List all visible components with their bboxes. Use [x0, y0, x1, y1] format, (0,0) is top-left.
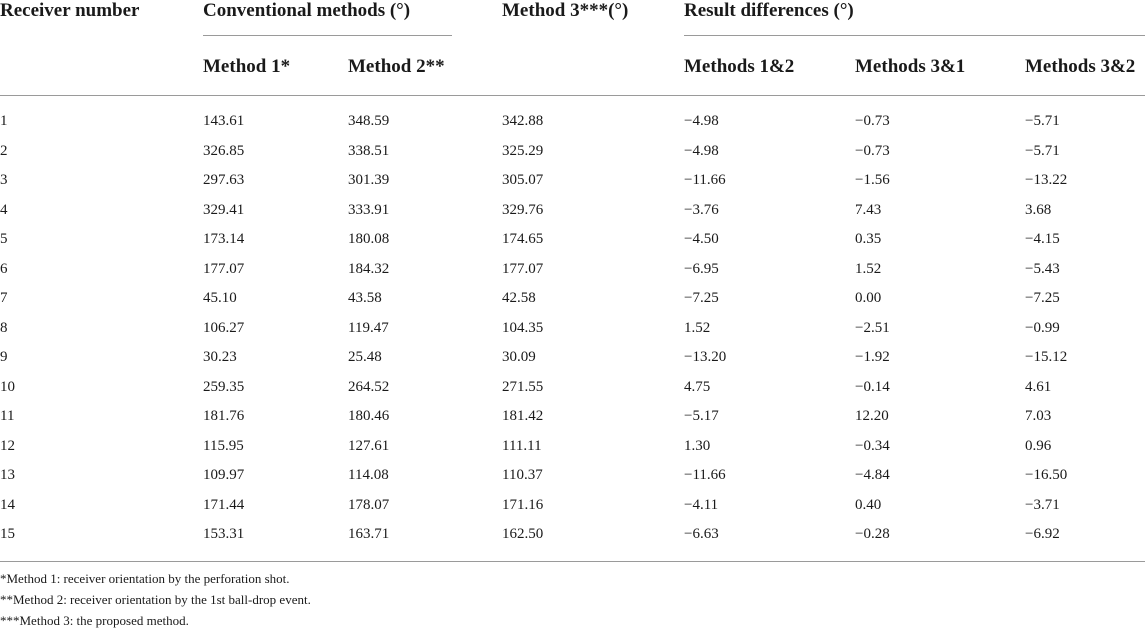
cell-method-3: 329.76 [502, 201, 544, 218]
cell-methods-1-2: −4.50 [684, 231, 719, 248]
cell-methods-1-2: −4.98 [684, 113, 719, 130]
table-row [0, 196, 1145, 226]
cell-method-1: 143.61 [203, 113, 245, 130]
cell-method-3: 177.07 [502, 260, 544, 277]
cell-method-2: 163.71 [348, 526, 390, 543]
table-bottom-rule [0, 561, 1145, 562]
cell-method-2: 301.39 [348, 172, 390, 189]
cell-method-1: 329.41 [203, 201, 245, 218]
cell-method-1: 177.07 [203, 260, 245, 277]
cell-methods-3-1: −0.73 [855, 113, 890, 130]
cell-method-2: 178.07 [348, 496, 390, 513]
cell-method-3: 30.09 [502, 349, 536, 366]
cell-method-1: 297.63 [203, 172, 245, 189]
cell-method-2: 348.59 [348, 113, 390, 130]
cell-methods-3-2: 0.96 [1025, 437, 1052, 454]
cell-method-3: 325.29 [502, 142, 544, 159]
table-row [0, 137, 1145, 167]
cell-receiver-number: 8 [0, 319, 8, 336]
table-row [0, 107, 1145, 137]
cell-methods-1-2: −4.98 [684, 142, 719, 159]
table-row [0, 255, 1145, 285]
table-row [0, 166, 1145, 196]
cell-method-1: 45.10 [203, 290, 237, 307]
footnote-method-1: *Method 1: receiver orientation by the perforation shot. [0, 571, 290, 586]
cell-methods-3-1: −4.84 [855, 467, 890, 484]
cell-method-1: 153.31 [203, 526, 245, 543]
table-row [0, 343, 1145, 373]
cell-receiver-number: 15 [0, 526, 15, 543]
cell-methods-3-2: 4.61 [1025, 378, 1052, 395]
cell-methods-3-1: 1.52 [855, 260, 882, 277]
cell-methods-3-1: 7.43 [855, 201, 882, 218]
table-body [0, 107, 1145, 550]
cell-method-3: 271.55 [502, 378, 544, 395]
cell-methods-3-2: −7.25 [1025, 290, 1060, 307]
cell-method-2: 184.32 [348, 260, 390, 277]
table-row [0, 314, 1145, 344]
cell-methods-3-1: −0.73 [855, 142, 890, 159]
cell-method-2: 43.58 [348, 290, 382, 307]
cell-method-1: 181.76 [203, 408, 245, 425]
cell-method-3: 162.50 [502, 526, 544, 543]
cell-method-1: 109.97 [203, 467, 245, 484]
cell-method-1: 30.23 [203, 349, 237, 366]
table-row [0, 402, 1145, 432]
table-row [0, 432, 1145, 462]
cell-method-2: 119.47 [348, 319, 389, 336]
cell-method-3: 342.88 [502, 113, 544, 130]
cell-method-1: 326.85 [203, 142, 245, 159]
cell-methods-3-2: 3.68 [1025, 201, 1052, 218]
cell-methods-3-2: −0.99 [1025, 319, 1060, 336]
header-method-2: Method 2** [348, 56, 445, 77]
cell-methods-1-2: −7.25 [684, 290, 719, 307]
table-row [0, 461, 1145, 491]
cell-method-3: 305.07 [502, 172, 544, 189]
header-result-differences: Result differences (°) [684, 0, 854, 21]
cell-methods-3-2: −5.71 [1025, 142, 1060, 159]
table-row [0, 520, 1145, 550]
cell-methods-1-2: 1.30 [684, 437, 711, 454]
cell-methods-3-1: 0.40 [855, 496, 882, 513]
header-receiver-number: Receiver number [0, 0, 140, 21]
cell-methods-3-2: 7.03 [1025, 408, 1052, 425]
cell-receiver-number: 1 [0, 113, 8, 130]
cell-receiver-number: 10 [0, 378, 15, 395]
table-row [0, 284, 1145, 314]
cell-methods-3-1: 0.35 [855, 231, 882, 248]
footnotes [0, 568, 311, 631]
cell-method-3: 42.58 [502, 290, 536, 307]
cell-methods-1-2: −3.76 [684, 201, 719, 218]
header-methods-3-2: Methods 3&2 [1025, 56, 1136, 77]
cell-receiver-number: 11 [0, 408, 15, 425]
cell-methods-1-2: −11.66 [684, 467, 726, 484]
cell-methods-3-1: −1.92 [855, 349, 890, 366]
cell-method-2: 264.52 [348, 378, 390, 395]
table-row [0, 491, 1145, 521]
cell-method-2: 338.51 [348, 142, 390, 159]
cell-method-3: 110.37 [502, 467, 543, 484]
cell-method-2: 180.08 [348, 231, 390, 248]
header-rule [0, 95, 1145, 96]
cell-method-2: 127.61 [348, 437, 390, 454]
cell-methods-3-2: −3.71 [1025, 496, 1060, 513]
footnote-method-2: **Method 2: receiver orientation by the 1st ball-drop event. [0, 592, 311, 607]
cell-receiver-number: 13 [0, 467, 15, 484]
header-methods-1-2: Methods 1&2 [684, 56, 795, 77]
cell-methods-3-2: −5.71 [1025, 113, 1060, 130]
cell-method-2: 180.46 [348, 408, 390, 425]
cell-methods-3-1: −0.34 [855, 437, 890, 454]
cell-methods-3-1: −0.28 [855, 526, 890, 543]
table-row [0, 225, 1145, 255]
header-method-3: Method 3***(°) [502, 0, 629, 21]
cell-methods-3-2: −13.22 [1025, 172, 1068, 189]
cell-receiver-number: 2 [0, 142, 8, 159]
cell-method-2: 114.08 [348, 467, 389, 484]
cell-methods-3-1: 12.20 [855, 408, 889, 425]
cell-methods-3-2: −16.50 [1025, 467, 1068, 484]
cell-methods-1-2: −6.63 [684, 526, 719, 543]
cell-methods-3-1: −0.14 [855, 378, 890, 395]
cell-methods-3-2: −5.43 [1025, 260, 1060, 277]
cell-receiver-number: 3 [0, 172, 8, 189]
cell-receiver-number: 14 [0, 496, 15, 513]
cell-methods-1-2: −13.20 [684, 349, 727, 366]
cell-method-1: 259.35 [203, 378, 245, 395]
header-methods-3-1: Methods 3&1 [855, 56, 966, 77]
cell-method-2: 25.48 [348, 349, 382, 366]
cell-methods-1-2: 4.75 [684, 378, 711, 395]
cell-methods-3-1: −1.56 [855, 172, 890, 189]
cell-method-3: 111.11 [502, 437, 542, 454]
cell-method-3: 171.16 [502, 496, 544, 513]
cell-methods-1-2: −11.66 [684, 172, 726, 189]
cell-receiver-number: 6 [0, 260, 8, 277]
header-conventional-methods: Conventional methods (°) [203, 0, 411, 21]
cell-methods-1-2: −6.95 [684, 260, 719, 277]
result-differences-rule [684, 35, 1145, 36]
cell-method-2: 333.91 [348, 201, 390, 218]
cell-methods-3-2: −15.12 [1025, 349, 1068, 366]
cell-method-3: 104.35 [502, 319, 544, 336]
cell-methods-3-1: 0.00 [855, 290, 882, 307]
conventional-methods-rule [203, 35, 452, 36]
cell-method-1: 115.95 [203, 437, 244, 454]
cell-methods-1-2: −5.17 [684, 408, 719, 425]
cell-receiver-number: 9 [0, 349, 8, 366]
results-table [0, 107, 1145, 550]
cell-receiver-number: 12 [0, 437, 15, 454]
cell-receiver-number: 5 [0, 231, 8, 248]
cell-method-1: 173.14 [203, 231, 245, 248]
cell-method-3: 181.42 [502, 408, 544, 425]
cell-receiver-number: 7 [0, 290, 8, 307]
cell-methods-1-2: −4.11 [684, 496, 719, 513]
header-method-1: Method 1* [203, 56, 291, 77]
footnote-method-3: ***Method 3: the proposed method. [0, 613, 189, 628]
cell-methods-1-2: 1.52 [684, 319, 711, 336]
cell-method-1: 106.27 [203, 319, 245, 336]
cell-methods-3-1: −2.51 [855, 319, 890, 336]
cell-method-3: 174.65 [502, 231, 544, 248]
cell-methods-3-2: −6.92 [1025, 526, 1060, 543]
cell-method-1: 171.44 [203, 496, 245, 513]
cell-methods-3-2: −4.15 [1025, 231, 1060, 248]
table-row [0, 373, 1145, 403]
cell-receiver-number: 4 [0, 201, 8, 218]
